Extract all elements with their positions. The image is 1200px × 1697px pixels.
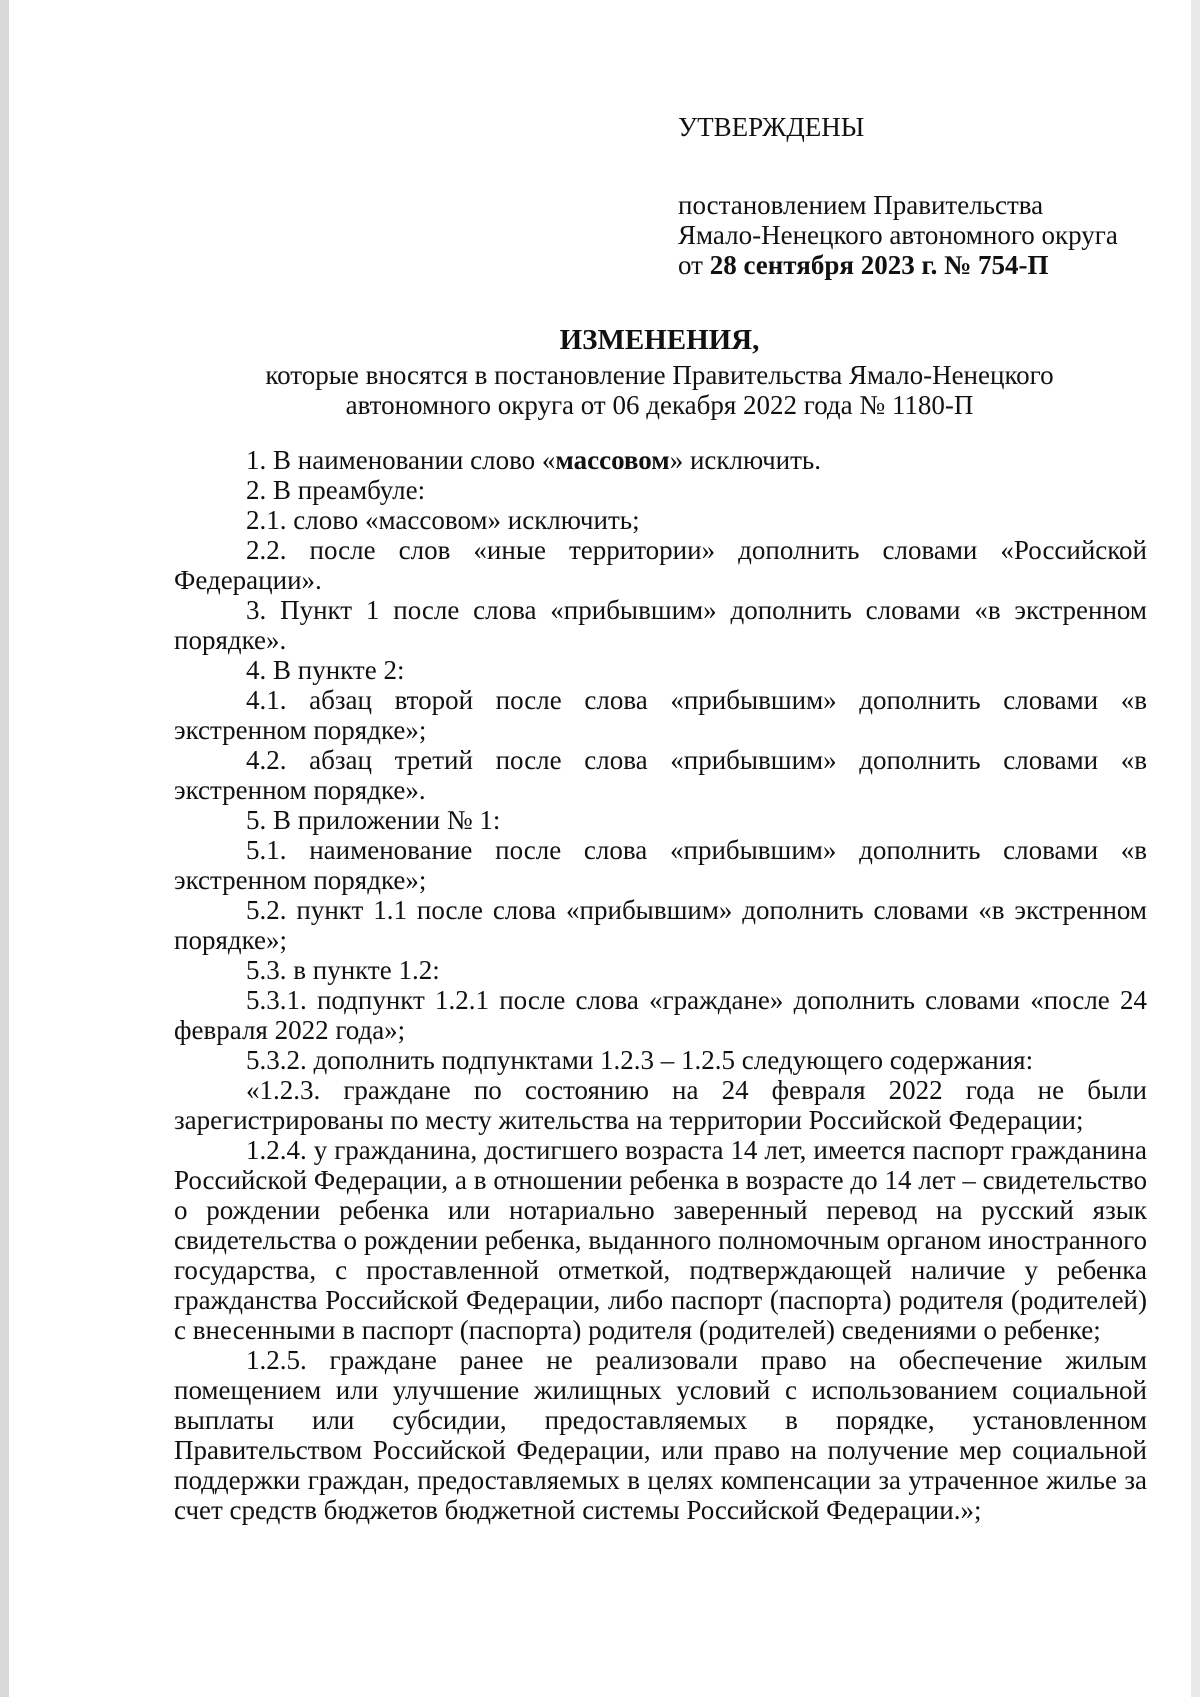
document-title-block [172,324,1147,420]
paragraph-1 [174,445,1147,475]
paragraph-1-bold-word: массовом [555,445,670,475]
approval-line-2: Ямало-Ненецкого автономного округа [678,220,1118,250]
paragraph-12: 5.3. в пункте 1.2: [246,955,440,985]
paragraph-14: 5.3.2. дополнить подпунктами 1.2.3 – 1.2.5 следующего содержания: [246,1045,1034,1075]
paragraph-16: 1.2.4. у гражданина, достигшего возраста 14 лет, имеется паспорт гражданина Российской Федерации, а в отношении ребенка в возрасте до 14 лет – свидетельство о рождении ребенка или нотариально заверенный перевод на русский язык свидетельства о рождении ребенка, выданного полномочным органом иностранного государства, с проставленной отметкой, подтверждающей наличие у ребенка гражданства Российской Федерации, либо паспорт (паспорта) родителя (родителей) с внесенными в паспорт (паспорта) родителя (родителей) сведениями о ребенке; [174,1135,1147,1345]
paragraph-13: 5.3.1. подпункт 1.2.1 после слова «граждане» дополнить словами «после 24 февраля 2022 года»; [174,985,1147,1045]
approval-date-line [678,250,1178,280]
paragraph-11: 5.2. пункт 1.1 после слова «прибывшим» дополнить словами «в экстренном порядке»; [174,895,1147,955]
scan-edge-right [1191,0,1200,1697]
approval-date-prefix: от [678,250,710,280]
scan-edge-left [0,0,9,1697]
approval-line-1: постановлением Правительства [678,190,1044,220]
paragraph-1-text: 1. В наименовании слово « [246,445,556,475]
document-subtitle-line-2: автономного округа от 06 декабря 2022 года № 1180-П [345,390,974,420]
approval-stamp [678,112,1178,280]
document-body [174,445,1147,1525]
paragraph-3: 2.1. слово «массовом» исключить; [246,505,640,535]
paragraph-6: 4. В пункте 2: [246,655,405,685]
approval-date-value: 28 сентября 2023 г. № 754-П [709,250,1049,280]
approval-heading: УТВЕРЖДЕНЫ [678,112,865,142]
paragraph-7: 4.1. абзац второй после слова «прибывшим» дополнить словами «в экстренном порядке»; [174,685,1147,745]
paragraph-9: 5. В приложении № 1: [246,805,501,835]
document-title: ИЗМЕНЕНИЯ, [559,324,760,356]
paragraph-1-text-end: » исключить. [669,445,821,475]
paragraph-5: 3. Пункт 1 после слова «прибывшим» дополнить словами «в экстренном порядке». [174,595,1147,655]
document-subtitle-line-1: которые вносятся в постановление Правительства Ямало-Ненецкого [265,360,1054,390]
paragraph-15: «1.2.3. граждане по состоянию на 24 февраля 2022 года не были зарегистрированы по месту жительства на территории Российской Федерации; [174,1075,1147,1135]
paragraph-17: 1.2.5. граждане ранее не реализовали право на обеспечение жилым помещением или улучшение жилищных условий с использованием социальной выплаты или субсидии, предоставляемых в порядке, установленном Правительством Российской Федерации, или право на получение мер социальной поддержки граждан, предоставляемых в целях компенсации за утраченное жилье за счет средств бюджетов бюджетной системы Российской Федерации.»; [174,1345,1147,1525]
paragraph-10: 5.1. наименование после слова «прибывшим» дополнить словами «в экстренном порядке»; [174,835,1147,895]
paragraph-2: 2. В преамбуле: [246,475,426,505]
paragraph-4: 2.2. после слов «иные территории» дополнить словами «Российской Федерации». [174,535,1147,595]
paragraph-8: 4.2. абзац третий после слова «прибывшим» дополнить словами «в экстренном порядке». [174,745,1147,805]
